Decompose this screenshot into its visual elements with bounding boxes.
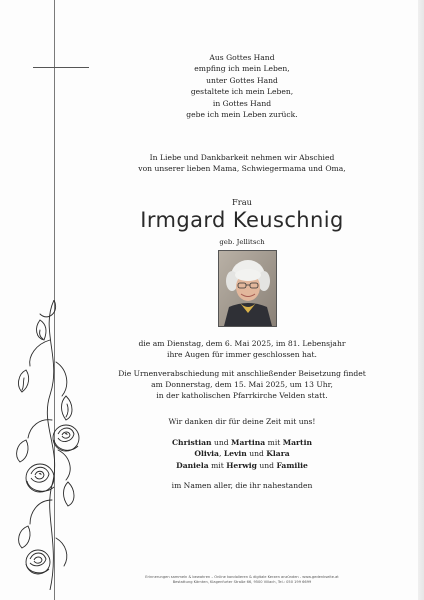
rose-vine-ornament bbox=[0, 300, 80, 590]
family-member: Herwig bbox=[226, 460, 257, 470]
portrait-image bbox=[219, 251, 276, 326]
footer-line: Bestattung Kärnten, Klagenfurter Straße 66, 9500 Villach, Tel.: 050 199 6699 bbox=[172, 580, 312, 584]
verse-line: gestaltete ich mein Leben, bbox=[190, 87, 294, 97]
death-notice bbox=[60, 338, 424, 360]
footer bbox=[60, 575, 424, 585]
family-list bbox=[60, 437, 424, 471]
family-joiner: und bbox=[211, 438, 232, 447]
portrait-photo bbox=[218, 250, 277, 327]
family-line bbox=[60, 460, 424, 471]
verse-line: gebe ich mein Leben zurück. bbox=[186, 110, 298, 120]
verse-line: empfing ich mein Leben, bbox=[194, 64, 290, 74]
funeral-line: Die Urnenverabschiedung mit anschließender Beisetzung findet bbox=[118, 369, 366, 378]
family-line bbox=[60, 448, 424, 459]
verse-line: unter Gottes Hand bbox=[206, 75, 278, 85]
family-member: Olivia bbox=[194, 449, 219, 459]
family-member: Martina bbox=[231, 438, 266, 447]
closing-line: im Namen aller, die ihr nahestanden bbox=[171, 481, 313, 490]
family-member: Daniela bbox=[176, 460, 209, 470]
family-joiner: mit bbox=[265, 438, 283, 447]
death-line: ihre Augen für immer geschlossen hat. bbox=[167, 350, 317, 360]
family-member: Levin bbox=[223, 449, 247, 459]
death-line: die am Dienstag, dem 6. Mai 2025, im 81. Lebensjahr bbox=[138, 339, 346, 348]
family-joiner: , bbox=[218, 449, 224, 459]
thanks-line: Wir danken dir für deine Zeit mit uns! bbox=[168, 417, 316, 426]
family-member: Klara bbox=[266, 449, 290, 459]
funeral-line: in der katholischen Pfarrkirche Velden statt. bbox=[156, 391, 328, 401]
funeral-line: am Donnerstag, dem 15. Mai 2025, um 13 Uhr, bbox=[151, 380, 333, 390]
intro-text bbox=[60, 152, 424, 174]
intro-line: von unserer lieben Mama, Schwiegermama und Oma, bbox=[138, 164, 346, 174]
verse bbox=[60, 52, 424, 120]
name-prefix: Frau bbox=[231, 197, 252, 207]
family-member: Christian bbox=[172, 438, 212, 447]
family-joiner: mit bbox=[208, 460, 227, 470]
family-joiner: und bbox=[256, 460, 277, 470]
intro-line: In Liebe und Dankbarkeit nehmen wir Abschied bbox=[149, 153, 335, 162]
family-member: Martin bbox=[282, 438, 312, 447]
birth-name: geb. Jellitsch bbox=[219, 238, 265, 246]
family-joiner: und bbox=[246, 449, 267, 459]
deceased-name: Irmgard Keuschnig bbox=[140, 208, 344, 232]
family-line bbox=[60, 437, 424, 448]
family-member: Familie bbox=[276, 460, 308, 470]
funeral-notice bbox=[60, 368, 424, 402]
verse-line: Aus Gottes Hand bbox=[209, 53, 275, 62]
verse-line: in Gottes Hand bbox=[212, 98, 272, 108]
footer-line: Erinnerungen sammeln & bewahren – Online kondolieren & digitale Kerzen anzünden - www.gedenkseite.at bbox=[145, 575, 339, 579]
